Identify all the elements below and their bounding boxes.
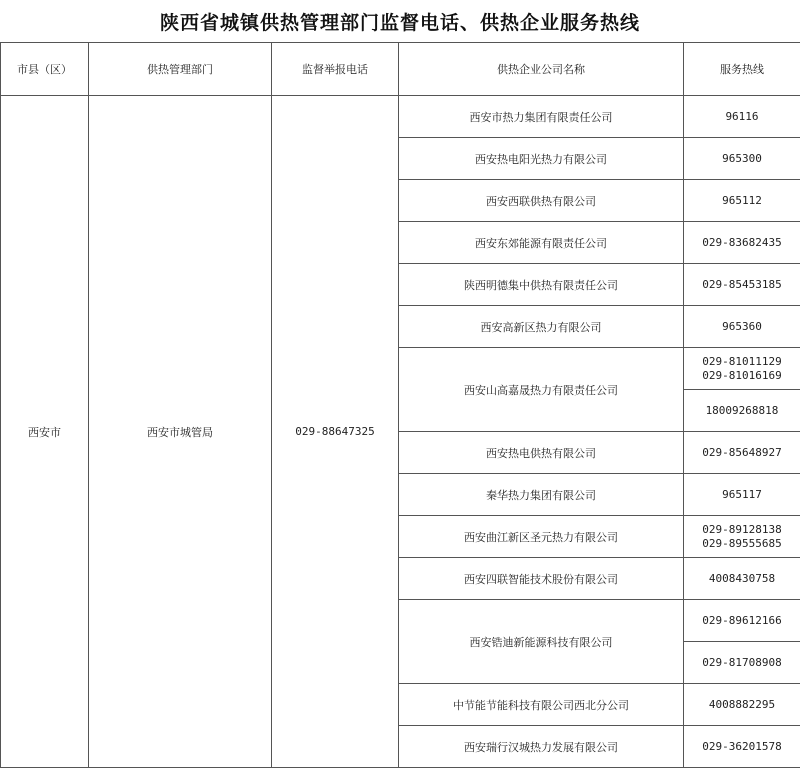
hotline-cell: 029-89612166 bbox=[684, 600, 800, 642]
header-supervision-phone: 监督举报电话 bbox=[272, 43, 399, 96]
hotline-cell bbox=[684, 516, 800, 558]
company-name-cell: 西安曲江新区圣元热力有限公司 bbox=[399, 516, 684, 558]
company-name-cell: 西安热电阳光热力有限公司 bbox=[399, 138, 684, 180]
company-name-cell: 中节能节能科技有限公司西北分公司 bbox=[399, 684, 684, 726]
header-row bbox=[1, 43, 800, 96]
company-name-cell: 西安热电供热有限公司 bbox=[399, 432, 684, 474]
header-company-name: 供热企业公司名称 bbox=[399, 43, 684, 96]
hotline-cell: 029-81708908 bbox=[684, 642, 800, 684]
hotline-cell: 965112 bbox=[684, 180, 800, 222]
supervision-phone-cell: 029-88647325 bbox=[272, 96, 399, 768]
hotline-cell: 029-85453185 bbox=[684, 264, 800, 306]
heating-hotline-table bbox=[0, 42, 800, 768]
hotline-cell: 965117 bbox=[684, 474, 800, 516]
company-name-cell: 陕西明德集中供热有限责任公司 bbox=[399, 264, 684, 306]
hotline-cell: 4008882295 bbox=[684, 684, 800, 726]
table-row bbox=[1, 96, 800, 138]
hotline-cell: 965300 bbox=[684, 138, 800, 180]
hotline-cell: 029-83682435 bbox=[684, 222, 800, 264]
company-name-cell: 西安山高嘉晟热力有限责任公司 bbox=[399, 348, 684, 432]
department-cell: 西安市城管局 bbox=[89, 96, 272, 768]
header-hotline: 服务热线 bbox=[684, 43, 800, 96]
company-name-cell: 西安市热力集团有限责任公司 bbox=[399, 96, 684, 138]
hotline-line: 029-89128138 bbox=[702, 522, 782, 536]
company-name-cell: 西安高新区热力有限公司 bbox=[399, 306, 684, 348]
company-name-cell: 西安瑞行汉城热力发展有限公司 bbox=[399, 726, 684, 768]
header-city: 市县（区） bbox=[1, 43, 89, 96]
hotline-cell: 4008430758 bbox=[684, 558, 800, 600]
hotline-cell: 965360 bbox=[684, 306, 800, 348]
hotline-cell: 96116 bbox=[684, 96, 800, 138]
page-title: 陕西省城镇供热管理部门监督电话、供热企业服务热线 bbox=[159, 11, 640, 34]
hotline-cell: 029-36201578 bbox=[684, 726, 800, 768]
company-name-cell: 西安东郊能源有限责任公司 bbox=[399, 222, 684, 264]
company-name-cell: 西安锆迪新能源科技有限公司 bbox=[399, 600, 684, 684]
hotline-cell bbox=[684, 348, 800, 390]
city-cell: 西安市 bbox=[1, 96, 89, 768]
header-department: 供热管理部门 bbox=[89, 43, 272, 96]
hotline-cell: 029-85648927 bbox=[684, 432, 800, 474]
hotline-line: 029-81016169 bbox=[702, 368, 782, 382]
hotline-line: 029-89555685 bbox=[702, 536, 782, 550]
company-name-cell: 秦华热力集团有限公司 bbox=[399, 474, 684, 516]
company-name-cell: 西安四联智能技术股份有限公司 bbox=[399, 558, 684, 600]
company-name-cell: 西安西联供热有限公司 bbox=[399, 180, 684, 222]
hotline-cell: 18009268818 bbox=[684, 390, 800, 432]
hotline-line: 029-81011129 bbox=[702, 354, 782, 368]
